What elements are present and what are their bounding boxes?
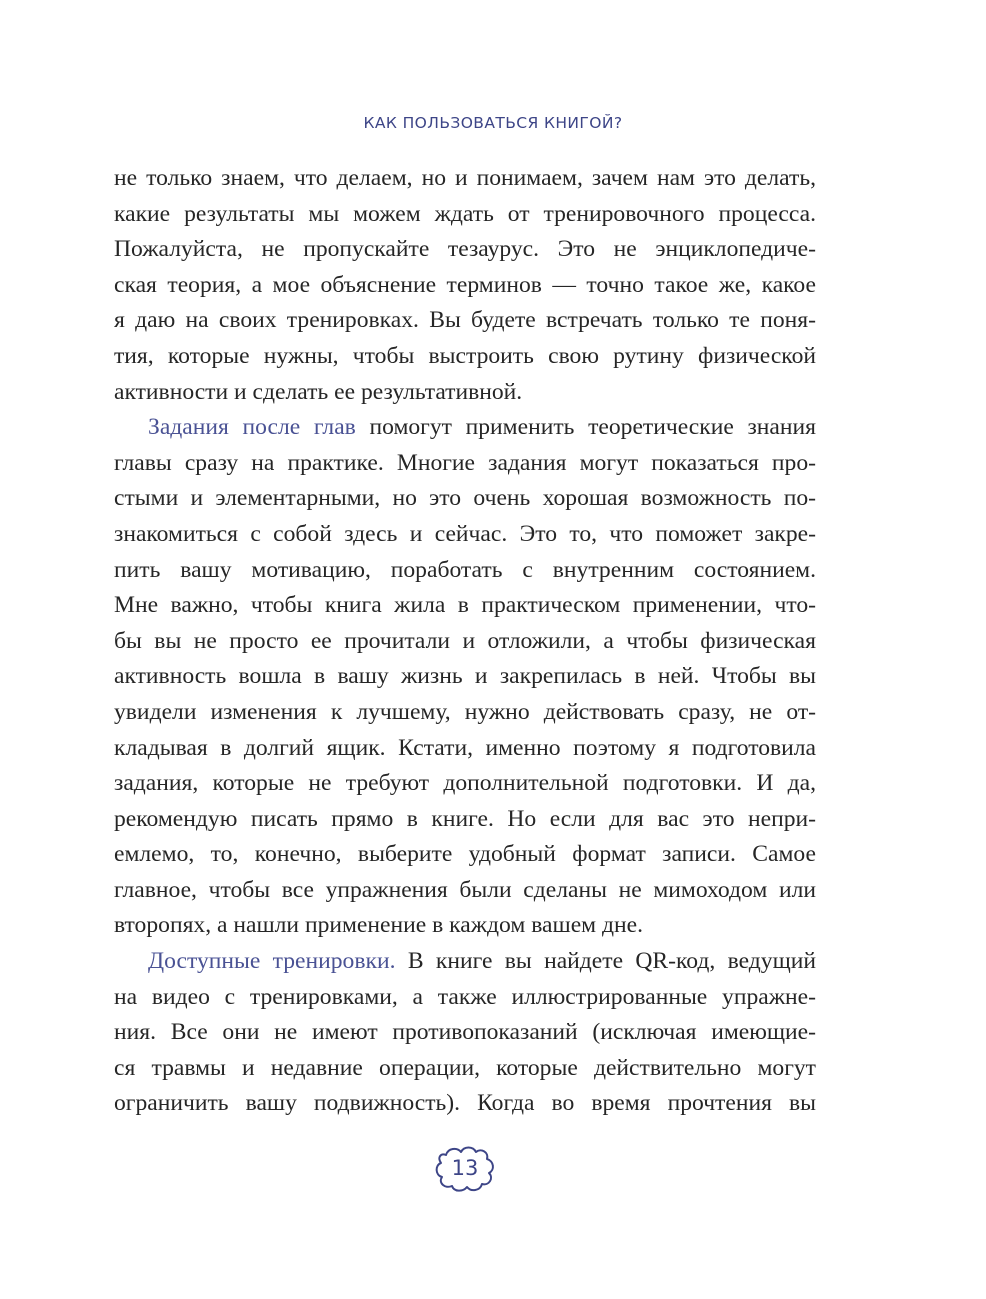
text-line: активности и сделать ее результативной. [114,378,523,405]
text-line: Пожалуйста, не пропускайте тезаурус. Это не энциклопедиче- [114,236,816,263]
text-line: на видео с тренировками, а также иллюстрированные упражне- [114,983,816,1010]
text-line: главное, чтобы все упражнения были сделаны не мимоходом или [114,876,816,903]
page-body [114,161,816,1122]
text-line: емлемо, то, конечно, выберите удобный формат записи. Самое [114,841,816,868]
text-line: ся травмы и недавние операции, которые действительно могут [114,1054,816,1081]
text-line: бы вы не просто ее прочитали и отложили, а чтобы физическая [114,627,816,654]
text-line: пить вашу мотивацию, поработать с внутренним состоянием. [114,556,816,583]
text-line: я даю на своих тренировках. Вы будете встречать только те поня- [114,307,816,334]
text-line: главы сразу на практике. Многие задания могут показаться про- [114,449,816,476]
text-line: активность вошла в вашу жизнь и закрепилась в ней. Чтобы вы [114,663,816,690]
text-fragment: В книге вы найдете QR-код, ведущий [395,948,816,975]
section-highlight-workouts: Доступные тренировки. [148,948,396,975]
text-line: увидели изменения к лучшему, нужно действовать сразу, не от- [114,698,816,725]
text-line: стыми и элементарными, но это очень хорошая возможность по- [114,485,816,512]
paragraph-first-line [114,944,816,980]
text-line: какие результаты мы можем ждать от тренировочного процесса. [114,200,816,227]
text-line: задания, которые не требуют дополнительной подготовки. И да, [114,770,816,797]
text-line: знакомиться с собой здесь и сейчас. Это то, что поможет закре- [114,520,816,547]
page-number: 13 [451,1156,479,1180]
text-line: ская теория, а мое объяснение терминов — точно такое же, какое [114,271,816,298]
text-line: кладывая в долгий ящик. Кстати, именно поэтому я подготовила [114,734,816,761]
page-number-badge [432,1143,498,1195]
text-line: рекомендую писать прямо в книге. Но если для вас это непри- [114,805,816,832]
text-line: ограничить вашу подвижность). Когда во время прочтения вы [114,1090,816,1117]
running-header: КАК ПОЛЬЗОВАТЬСЯ КНИГОЙ? [363,114,623,132]
text-line: ния. Все они не имеют противопоказаний (исключая имеющие- [114,1019,816,1046]
section-highlight-tasks: Задания после глав [148,414,356,441]
text-line: второпях, а нашли применение в каждом вашем дне. [114,912,643,939]
text-line: тия, которые нужны, чтобы выстроить свою рутину физической [114,342,816,369]
text-fragment: помогут применить теоретические знания [355,414,817,441]
text-line: Мне важно, чтобы книга жила в практическом применении, что- [114,592,816,619]
text-line: не только знаем, что делаем, но и понимаем, зачем нам это делать, [114,165,816,191]
paragraph-first-line [114,410,816,446]
